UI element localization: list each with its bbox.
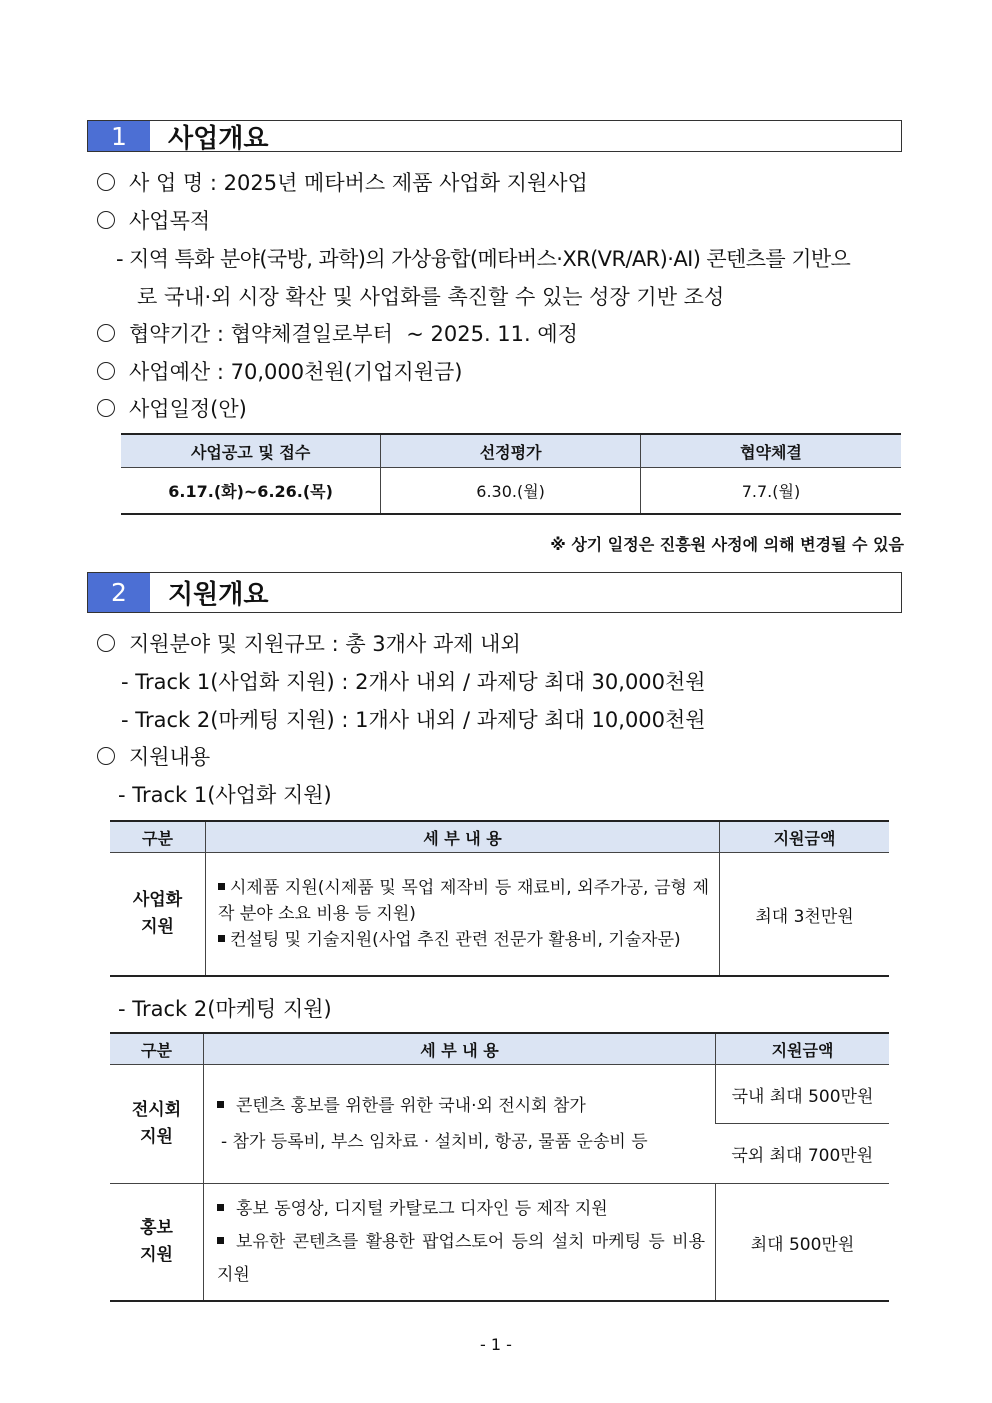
square-bullet-icon: [217, 1101, 224, 1108]
schedule-contract-cell: 7.7.(월): [640, 468, 901, 515]
business-name-line: 사 업 명 : 2025년 메타버스 제품 사업화 지원사업: [97, 167, 588, 197]
section-1-title: 사업개요: [168, 123, 269, 154]
detail-cell: [206, 853, 720, 977]
header-cell: 세 부 내 용: [206, 821, 720, 853]
schedule-announce-cell: 6.17.(화)~6.26.(목): [121, 468, 381, 515]
table-row: [121, 468, 901, 515]
section-2-header: [87, 572, 902, 613]
header-cell: 구분: [110, 821, 206, 853]
category-line-2: 지원: [140, 1245, 173, 1265]
section-1-number: 1: [88, 121, 150, 151]
section-2-number: 2: [88, 573, 150, 612]
category-cell: [110, 1184, 204, 1302]
item-text: 보유한 콘텐츠를 활용한 팝업스토어 등의 설치 마케팅 등 비용 지원: [217, 1231, 705, 1285]
category-line-1: 사업화: [132, 890, 183, 910]
item-text: 홍보 동영상, 디지털 카탈로그 디자인 등 제작 지원: [236, 1198, 608, 1219]
header-cell: 사업공고 및 접수: [121, 434, 381, 468]
list-item: [218, 875, 709, 927]
scale-text: 지원분야 및 지원규모 : 총 3개사 과제 내외: [129, 632, 521, 656]
amount-domestic-cell: 국내 최대 500만원: [716, 1065, 890, 1124]
purpose-text-1: - 지역 특화 분야(국방, 과학)의 가상융합(메타버스·XR(VR/AR)·AI) 콘텐츠를 기반으: [116, 247, 851, 271]
list-item: [218, 927, 709, 953]
header-cell: 지원금액: [720, 821, 890, 853]
table-row: [110, 1184, 889, 1302]
list-item: [217, 1193, 705, 1226]
purpose-label: 사업목적: [129, 209, 211, 233]
track2-table: [110, 1032, 889, 1302]
budget-line: 사업예산 : 70,000천원(기업지원금): [97, 356, 462, 386]
header-cell: 구분: [110, 1033, 204, 1065]
category-line-1: 전시회: [131, 1100, 182, 1120]
table-row: [110, 1065, 889, 1124]
schedule-table: [121, 433, 901, 515]
square-bullet-icon: [218, 883, 225, 890]
schedule-evaluation-cell: 6.30.(월): [381, 468, 641, 515]
table-header-row: [121, 434, 901, 468]
detail-cell: [204, 1065, 716, 1184]
detail-cell: [204, 1184, 716, 1302]
item-text: 콘텐츠 홍보를 위한를 위한 국내·외 전시회 참가: [236, 1096, 586, 1116]
content-label: 지원내용: [129, 745, 211, 769]
page-number: - 1 -: [480, 1335, 512, 1354]
budget-label: 사업예산: [129, 360, 211, 384]
circle-bullet-icon: [97, 399, 115, 417]
amount-overseas-cell: 국외 최대 700만원: [716, 1124, 890, 1184]
circle-bullet-icon: [97, 173, 115, 191]
schedule-note: ※ 상기 일정은 진흥원 사정에 의해 변경될 수 있음: [550, 535, 904, 554]
table-header-row: [110, 1033, 889, 1065]
category-cell: [110, 853, 206, 977]
table-header-row: [110, 821, 889, 853]
item-text: 컨설팅 및 기술지원(사업 추진 관련 전문가 활용비, 기술자문): [230, 930, 681, 950]
circle-bullet-icon: [97, 324, 115, 342]
business-name-label: 사 업 명: [129, 171, 204, 195]
track1-table: [110, 820, 889, 977]
circle-bullet-icon: [97, 747, 115, 765]
square-bullet-icon: [218, 935, 225, 942]
list-item: [217, 1088, 715, 1124]
period-value: 협약체결일로부터 ~ 2025. 11. 예정: [230, 322, 578, 346]
header-cell: 선정평가: [381, 434, 641, 468]
period-label: 협약기간: [129, 322, 211, 346]
category-line-1: 홍보: [140, 1218, 173, 1238]
content-line: [97, 741, 210, 771]
section-2-title: 지원개요: [168, 580, 269, 610]
circle-bullet-icon: [97, 634, 115, 652]
amount-cell: 최대 500만원: [716, 1184, 890, 1302]
track1-scale-line: - Track 1(사업화 지원) : 2개사 내외 / 과제당 최대 30,000천원: [121, 670, 706, 694]
category-cell: [110, 1065, 204, 1184]
track2-scale-line: - Track 2(마케팅 지원) : 1개사 내외 / 과제당 최대 10,000천원: [121, 708, 706, 732]
scale-line: [97, 628, 521, 658]
header-cell: 지원금액: [716, 1033, 890, 1065]
list-item: [217, 1226, 705, 1292]
section-1-header: [87, 120, 902, 152]
purpose-text-2: 로 국내·외 시장 확산 및 사업화를 촉진할 수 있는 성장 기반 조성: [137, 285, 725, 309]
sub-item: - 참가 등록비, 부스 임차료 · 설치비, 항공, 물품 운송비 등: [221, 1132, 648, 1152]
amount-cell: 최대 3천만원: [720, 853, 890, 977]
track2-heading: - Track 2(마케팅 지원): [118, 997, 332, 1021]
header-cell: 협약체결: [640, 434, 901, 468]
business-name-value: 2025년 메타버스 제품 사업화 지원사업: [223, 171, 588, 195]
circle-bullet-icon: [97, 362, 115, 380]
category-line-2: 지원: [140, 1127, 173, 1147]
square-bullet-icon: [217, 1204, 224, 1211]
item-text: 시제품 지원(시제품 및 목업 제작비 등 재료비, 외주가공, 금형 제작 분야 소요 비용 등 지원): [218, 878, 709, 924]
table-row: [110, 853, 889, 977]
category-line-2: 지원: [141, 917, 174, 937]
purpose-line: [97, 205, 210, 235]
schedule-line: [97, 393, 247, 423]
budget-value: 70,000천원(기업지원금): [230, 360, 463, 384]
header-cell: 세 부 내 용: [204, 1033, 716, 1065]
circle-bullet-icon: [97, 211, 115, 229]
track1-heading: - Track 1(사업화 지원): [118, 783, 332, 807]
period-line: 협약기간 : 협약체결일로부터 ~ 2025. 11. 예정: [97, 318, 578, 348]
schedule-label: 사업일정(안): [129, 397, 247, 421]
square-bullet-icon: [217, 1237, 224, 1244]
